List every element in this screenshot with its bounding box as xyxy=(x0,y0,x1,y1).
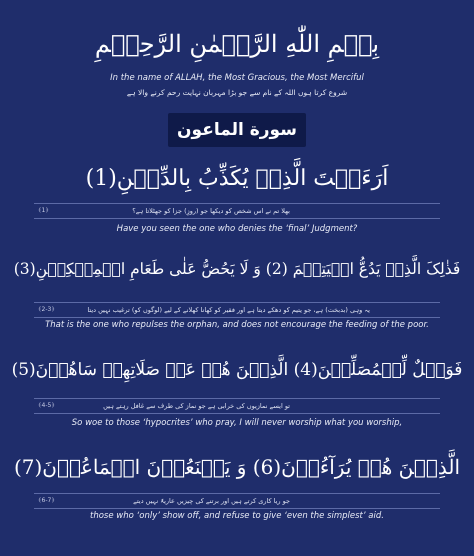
verse-2-3-marker: ﴿2-3﴾ xyxy=(38,306,55,313)
verse-1-english: Have you seen the one who denies the ‘final’ Judgment? xyxy=(116,224,358,234)
surah-title-banner xyxy=(168,113,306,147)
verse-6-7-marker: ﴿6-7﴾ xyxy=(38,497,55,504)
verse-2-3-arabic: فَذٰلِکَ الَّذِیۡ یَدُعُّ الۡیَتِیۡمَ (2) وَ لَا یَحُضُّ عَلٰی طَعَامِ الۡمِسۡکِیۡنِ(3) xyxy=(13,260,461,278)
verse-2-3-urdu: یہ وہی (بدبخت) ہے، جو یتیم کو دھکے دیتا ہے اور فقیر کو کھانا کھلانے کے لیے (لوگوں کو) ترغیب نہیں دیتا xyxy=(87,305,370,314)
verse-6-7-english: those who ‘only’ show off, and refuse to give ‘even the simplest’ aid. xyxy=(90,511,384,521)
verse-1-arabic: اَرَءَیۡتَ الَّذِیۡ یُکَذِّبُ بِالدِّیۡنِ(1) xyxy=(85,166,389,191)
divider xyxy=(34,413,440,414)
verse-6-7-arabic: الَّذِیۡنَ هُمۡ یُرَآءُوۡنَ(6) وَ یَمۡنَعُوۡنَ الۡمَاعُوۡنَ(7) xyxy=(13,455,461,479)
verse-4-5-english: So woe to those ‘hypocrites’ who pray, I will never worship what you worship, xyxy=(71,418,403,428)
verse-2-3-english: That is the one who repulses the orphan, and does not encourage the feeding of the poor. xyxy=(45,320,429,330)
verse-1-marker: ﴿1﴾ xyxy=(38,207,49,214)
bismillah-arabic: بِسۡمِ اللّٰهِ الرَّحۡمٰنِ الرَّحِیۡمِ xyxy=(94,30,380,58)
bismillah-english: In the name of ALLAH, the Most Gracious, the Most Merciful xyxy=(110,73,364,83)
verse-6-7-urdu: جو ریا کاری کرتے ہیں اور برتنے کی چیزیں عاریۃً نہیں دیتے xyxy=(133,496,290,505)
verse-4-5-arabic: فَوَیۡلٌ لِّلۡمُصَلِّیۡنَ(4) الَّذِیۡنَ هُمۡ عَنۡ صَلَاتِهِمۡ سَاهُوۡنَ(5) xyxy=(11,360,463,380)
verse-4-5-urdu-row xyxy=(34,399,440,412)
verse-4-5-urdu: تو ایسے نمازیوں کی خرابی ہے جو نماز کی طرف سے غافل رہتے ہیں xyxy=(103,401,290,410)
verse-4-5-marker: ﴿4-5﴾ xyxy=(38,402,55,409)
verse-2-3-urdu-row xyxy=(34,303,440,316)
verse-1-urdu: بھلا تم نے اس شخص کو دیکھا جو (روزِ) جزا کو جھٹلاتا ہے؟ xyxy=(132,206,290,215)
divider xyxy=(34,218,440,219)
verse-1-urdu-row xyxy=(34,204,440,217)
surah-title: سورة الماعون xyxy=(177,120,297,140)
verse-6-7-urdu-row xyxy=(34,494,440,507)
divider xyxy=(34,508,440,509)
bismillah-urdu: شروع کرتا ہوں اللہ کے نام سے جو بڑا مہربان نہایت رحم کرنے والا ہے xyxy=(126,88,348,97)
divider xyxy=(34,317,440,318)
